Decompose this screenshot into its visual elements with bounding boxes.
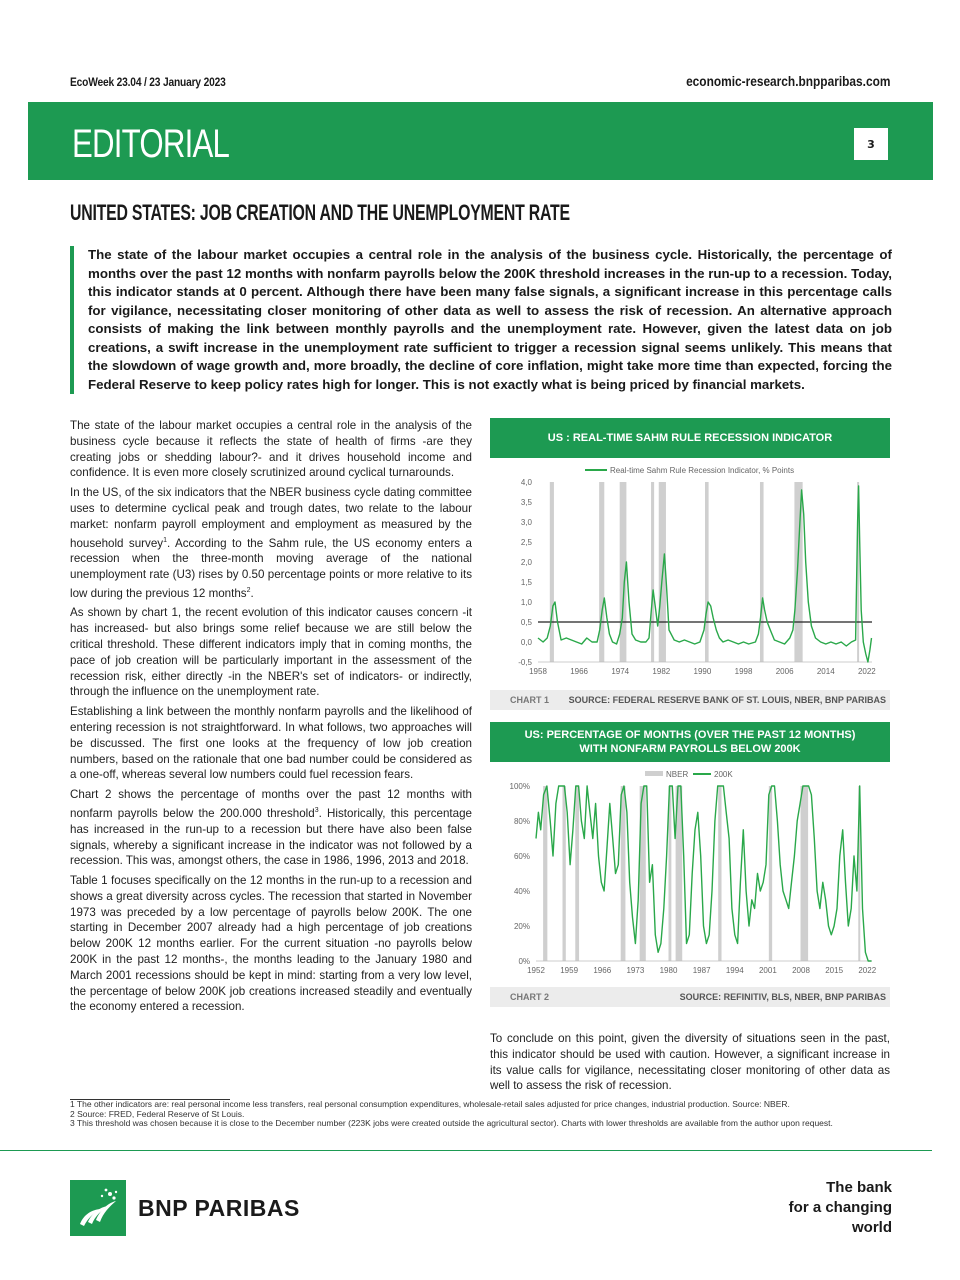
y-tick-label: 2,5 (520, 538, 532, 547)
x-tick-label: 2008 (792, 966, 810, 975)
x-tick-label: 1959 (560, 966, 579, 975)
x-tick-label: 1973 (626, 966, 645, 975)
section-banner (28, 102, 933, 180)
y-tick-label: 20% (513, 922, 530, 931)
body-left-column (70, 418, 472, 1019)
chart1-source: SOURCE: FEDERAL RESERVE BANK OF ST. LOUIS, NBER, BNP PARIBAS (568, 695, 886, 705)
x-tick-label: 1980 (659, 966, 678, 975)
recession-band-0 (543, 786, 547, 961)
conclusion-paragraph: To conclude on this point, given the diversity of situations seen in the past, this indicator should be used with caution. However, a significant increase in its value calls for vigilance, necessitating closer monitoring of other data as well to assess the risk of recession. (490, 1032, 890, 1093)
recession-band-1 (563, 786, 566, 961)
y-tick-label: 60% (513, 852, 530, 861)
x-tick-label: 1966 (570, 667, 589, 676)
y-tick-label: 0,0 (520, 638, 532, 647)
recession-band-3 (621, 786, 626, 961)
body-paragraph-6: Table 1 focuses specifically on the 12 months in the run-up to a recession and shows a great diversity across cycles. The recession that started in November 1973 was preceded by a low percentage of payrolls below 200K. The one starting in December 2007 already had a high percentage of job creations below 200K 12 months earlier. For the current situation -no payrolls below 200K in the past 12 months-, the months leading to the January 1980 and March 2001 recessions should be kept in mind: starting from a very low level, the percentage of below 200K job creations increased steadily and eventually the economy entered a recession. (70, 874, 472, 1014)
footer-divider (0, 1150, 932, 1151)
y-tick-label: 1,5 (520, 578, 532, 587)
bnp-logo-icon (70, 1180, 126, 1236)
x-tick-label: 2014 (816, 667, 835, 676)
article-title: UNITED STATES: JOB CREATION AND THE UNEMPLOYMENT RATE (70, 200, 570, 225)
recession-band-2 (575, 786, 579, 961)
legend-swatch-nber (645, 771, 663, 776)
y-tick-label: 100% (509, 782, 530, 791)
series-line-0 (538, 486, 872, 662)
recession-band-7 (718, 786, 721, 961)
footnote-ref-3[interactable]: 3 (314, 807, 319, 815)
article-summary: The state of the labour market occupies a central role in the analysis of the business cycle. Historically, the percentage of months over the past 12 months with nonfarm payrolls below the 200K threshold increases in the run-up to a recession. Today, this indicator stands at 0 percent. Although there have been many false signals, a significant increase in this percentage calls for vigilance, necessitating closer monitoring of other data as well to assess the risk of recession. An alternative approach consists of making the link between monthly payrolls and the unemployment rate. However, given the latest data on job creations, a swift increase in the unemployment rate sufficient to trigger a recession signal seems unlikely. This means that the slowdown of wage growth and, more broadly, the decline of core inflation, might take more time than expected, forcing the Federal Reserve to keep policy rates high for longer. This is not exactly what is being priced by financial markets. (70, 246, 892, 394)
y-tick-label: 1,0 (520, 598, 532, 607)
y-tick-label: 0% (518, 957, 530, 966)
x-tick-label: 1958 (529, 667, 547, 676)
y-tick-label: -0,5 (518, 658, 532, 667)
x-tick-label: 1982 (652, 667, 671, 676)
x-tick-label: 2022 (857, 667, 876, 676)
recession-band-5 (705, 482, 709, 662)
x-tick-label: 2015 (825, 966, 844, 975)
recession-band-9 (801, 786, 809, 961)
x-tick-label: 1987 (692, 966, 711, 975)
tagline (789, 1178, 892, 1238)
body-paragraph-3: As shown by chart 1, the recent evolution of this indicator causes concern -it has increased- but also brings some relief because we are still below the critical threshold. These different indicators imply that in coming months, the pace of job creation will be particularly important in the assessment of the recession risk, either directly -in the NBER's set of indicators- or indirectly, through the influence on the unemployment rate. (70, 606, 472, 699)
y-tick-label: 40% (513, 887, 530, 896)
issue-label: EcoWeek 23.04 / 23 January 2023 (70, 75, 226, 89)
x-tick-label: 1952 (527, 966, 545, 975)
x-tick-label: 1998 (734, 667, 753, 676)
site-url[interactable]: economic-research.bnpparibas.com (685, 73, 890, 89)
footnote-3: 3 This threshold was chosen because it is close to the December number (223K jobs were created outside the agricultural sector). Charts with lower thresholds are available from the author upon request. (70, 1118, 833, 1129)
footnotes (70, 1100, 890, 1129)
y-tick-label: 3,5 (520, 498, 532, 507)
x-tick-label: 1994 (725, 966, 744, 975)
footnote-ref-2[interactable]: 2 (246, 586, 251, 594)
x-tick-label: 1974 (611, 667, 630, 676)
legend-label-nber: NBER (666, 770, 689, 779)
recession-band-3 (651, 482, 654, 662)
chart1-label: CHART 1 (510, 695, 550, 705)
chart2-footer (490, 987, 890, 1007)
x-tick-label: 1990 (693, 667, 712, 676)
series-line-0 (536, 786, 872, 961)
section-title-banner: EDITORIAL (72, 122, 230, 166)
recession-band-8 (769, 786, 772, 961)
body-paragraph-1: The state of the labour market occupies a central role in the analysis of the business cycle because it reflects the state of health of firms -are they creating jobs or shedding labour?- and it drives household income and confidence. It is even more closely scrutinized around cyclical turnarounds. (70, 419, 472, 480)
x-tick-label: 2006 (775, 667, 794, 676)
footnote-1: 1 The other indicators are: real personal income less transfers, real personal consumption expenditures, wholesale-retail sales adjusted for price changes, industrial production. Source: NBER. (70, 1099, 790, 1109)
y-tick-label: 3,0 (520, 518, 532, 527)
brand-name: BNP PARIBAS (138, 1195, 300, 1221)
chart2-title-line1: US: PERCENTAGE OF MONTHS (OVER THE PAST 12 MONTHS) (524, 729, 856, 741)
chart1-title: US : REAL-TIME SAHM RULE RECESSION INDICATOR (547, 432, 833, 444)
legend-label: Real-time Sahm Rule Recession Indicator, % Points (610, 466, 795, 475)
body-paragraph-2: In the US, of the six indicators that the NBER business cycle dating committee uses to determine cyclical peak and trough dates, two relate to the labour market: nonfarm payroll employment and employment as measured by the household survey$^1$. According to the Sahm rule, the US economy enters a recession when the three-month moving average of the national unemployment rate (U3) rises by 0.50 percentage points or more relative to its low during the previous 12 months$^2$. (70, 486, 472, 600)
chart2-header (490, 722, 890, 762)
recession-band-6 (760, 482, 764, 662)
tagline-line-1: The bank (826, 1179, 892, 1196)
body-paragraph-4: Establishing a link between the monthly nonfarm payrolls and the likelihood of entering recession is not straightforward. In what follows, two approaches will be discussed. The first one looks at the frequency of low job creation numbers, based on the rationale that one bad number could be considered as a one-off, whereas several low numbers could fuel recession fears. (70, 705, 472, 782)
y-tick-label: 0,5 (520, 618, 532, 627)
y-tick-label: 2,0 (520, 558, 532, 567)
chart2-source: SOURCE: REFINITIV, BLS, NBER, BNP PARIBAS (679, 992, 886, 1002)
x-tick-label: 1966 (593, 966, 612, 975)
chart2-title-line2: WITH NONFARM PAYROLLS BELOW 200K (579, 743, 801, 755)
y-tick-label: 80% (513, 817, 530, 826)
page-number: 3 (854, 128, 888, 160)
x-tick-label: 2022 (858, 966, 877, 975)
x-tick-label: 2001 (758, 966, 777, 975)
recession-band-0 (550, 482, 554, 662)
tagline-line-2: for a changing (788, 1199, 892, 1216)
recession-band-7 (794, 482, 802, 662)
chart2-plot (490, 764, 890, 984)
chart1-plot (490, 460, 890, 686)
footnote-2: 2 Source: FRED, Federal Reserve of St Louis. (70, 1108, 245, 1119)
chart2-label: CHART 2 (510, 992, 550, 1002)
footnote-ref-1[interactable]: 1 (163, 536, 167, 544)
chart1-footer (490, 690, 890, 710)
recession-band-1 (599, 482, 604, 662)
y-tick-label: 4,0 (520, 478, 532, 487)
body-paragraph-5: Chart 2 shows the percentage of months over the past 12 months with nonfarm payrolls below the 200.000 threshold$^3$. Historically, this percentage has increased in the run-up to a recession but there have also been false signals, whereby a significant increase in the indicator was not followed by a recession. This was, amongst others, the case in 1986, 1996, 2013 and 2018. (70, 788, 472, 868)
legend-label-200k: 200K (714, 770, 733, 779)
chart1-header (490, 418, 890, 458)
tagline-line-3: world (852, 1219, 892, 1236)
